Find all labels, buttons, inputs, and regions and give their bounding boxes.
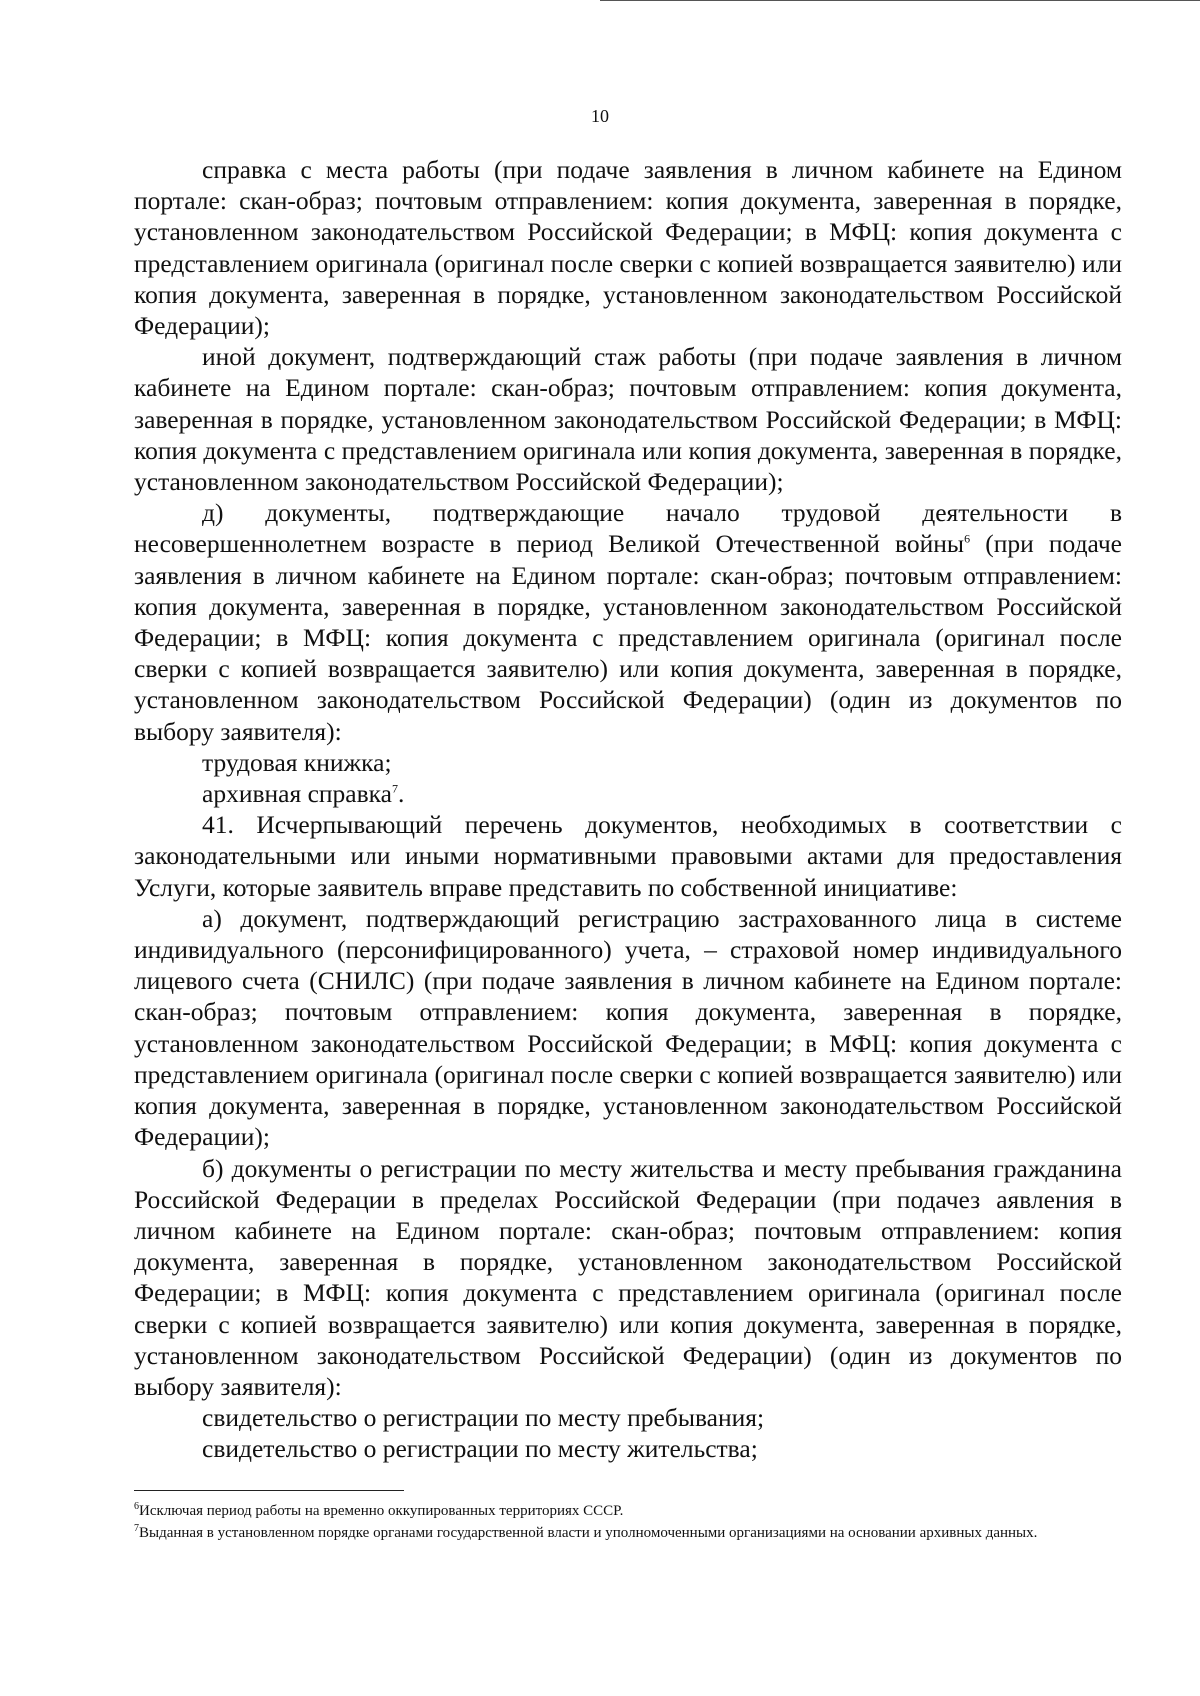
- list-item-labor-book: трудовая книжка;: [202, 747, 392, 777]
- paragraph-other-document: иной документ, подтверждающий стаж работы (при подаче заявления в личном кабинете на Едином портале: скан-образ; почтовым отправлением: копия документа, заверенная в порядке, установленном законодательством Российской Федерации; в МФЦ: копия документа с представлением оригинала или копия документа, заверенная в порядке, установленном законодательством Российской Федерации);: [134, 342, 1122, 497]
- footnote-mark-6: 6: [134, 1501, 139, 1512]
- document-body: [134, 154, 1122, 1465]
- paragraph-work-certificate: справка с места работы (при подаче заявления в личном кабинете на Едином портале: скан-образ; почтовым отправлением: копия документа, заверенная в порядке, установленном законодательством Российской Федерации; в МФЦ: копия документа с представлением оригинала (оригинал после сверки с копией возвращается заявителю) или копия документа, заверенная в порядке, установленном законодательством Российской Федерации);: [134, 155, 1122, 341]
- footnote-mark-7: 7: [134, 1523, 139, 1534]
- page-number: 10: [591, 106, 609, 126]
- footnote-7: [134, 1522, 1122, 1544]
- archive-certificate-end: .: [397, 779, 405, 809]
- footnote-ref-7: 7: [391, 781, 398, 796]
- list-item-residence-certificate: свидетельство о регистрации по месту жительства;: [202, 1434, 758, 1464]
- footnote-6: [134, 1500, 1122, 1522]
- footnote-7-text: Выданная в установленном порядке органами государственной власти и уполномоченными организациями на основании архивных данных.: [139, 1525, 1038, 1541]
- footnote-separator: [134, 1490, 404, 1491]
- footnotes: [134, 1500, 1122, 1544]
- paragraph-d-documents: [134, 497, 1122, 747]
- paragraph-41: 41. Исчерпывающий перечень документов, необходимых в соответствии с законодательными или иными нормативными правовыми актами для предоставления Услуги, которые заявитель вправе представить по собственной инициативе:: [134, 810, 1122, 902]
- paragraph-b-registration: б) документы о регистрации по месту жительства и месту пребывания гражданина Российской Федерации в пределах Российской Федерации (при подачез аявления в личном кабинете на Едином портале: скан-образ; почтовым отправлением: копия документа, заверенная в порядке, установленном законодательством Российской Федерации; в МФЦ: копия документа с представлением оригинала (оригинал после сверки с копией возвращается заявителю) или копия документа, заверенная в порядке, установленном законодательством Российской Федерации) (один из документов по выбору заявителя):: [134, 1153, 1122, 1401]
- list-item-stay-certificate: свидетельство о регистрации по месту пребывания;: [202, 1403, 765, 1433]
- paragraph-d-text: д) документы, подтверждающие начало трудовой деятельности в несовершеннолетнем возрасте в период Великой Отечественной войны: [134, 498, 1122, 559]
- footnote-6-text: Исключая период работы на временно оккупированных территориях СССР.: [139, 1503, 624, 1519]
- paragraph-d-text-cont: (при подаче заявления в личном кабинете на Едином портале: скан-образ; почтовым отправлением: копия документа, заверенная в порядке, установленном законодательством Российской Федерации; в МФЦ: копия документа с представлением оригинала (оригинал после сверки с копией возвращается заявителю) или копия документа, заверенная в порядке, установленном законодательством Российской Федерации) (один из документов по выбору заявителя):: [134, 529, 1122, 746]
- top-border-line: [600, 0, 1200, 1]
- footnote-ref-6: 6: [964, 531, 971, 546]
- paragraph-a-snils: а) документ, подтверждающий регистрацию застрахованного лица в системе индивидуального (персонифицированного) учета, – страховой номер индивидуального лицевого счета (СНИЛС) (при подаче заявления в личном кабинете на Едином портале: скан-образ; почтовым отправлением: копия документа, заверенная в порядке, установленном законодательством Российской Федерации; в МФЦ: копия документа с представлением оригинала (оригинал после сверки с копией возвращается заявителю) или копия документа, заверенная в порядке, установленном законодательством Российской Федерации);: [134, 903, 1122, 1152]
- list-item-archive-certificate: [134, 778, 1122, 809]
- archive-certificate-text: архивная справка: [202, 779, 392, 809]
